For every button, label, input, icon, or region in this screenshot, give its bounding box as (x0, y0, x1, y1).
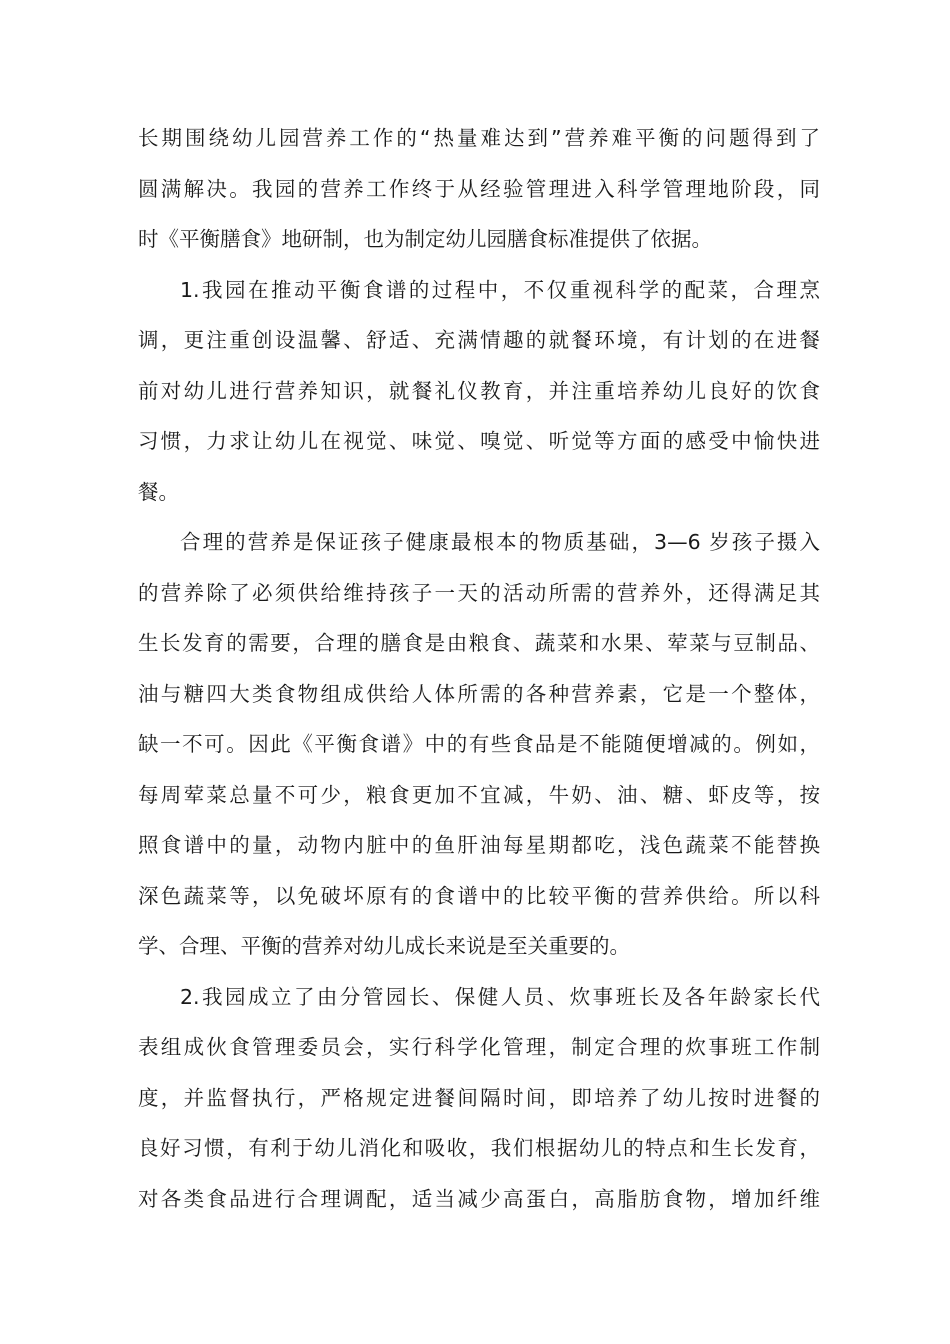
document-body (138, 113, 820, 1224)
text-line: 圆满解决。我园的营养工作终于从经验管理进入科学管理地阶段，同 (138, 176, 820, 201)
text-line: 习惯，力求让幼儿在视觉、味觉、嗅觉、听觉等方面的感受中愉快进 (138, 429, 820, 453)
text-line: 时《平衡膳食》地研制，也为制定幼儿园膳食标准提供了依据。 (138, 227, 712, 251)
text-line: 合理的营养是保证孩子健康最根本的物质基础，3—6 岁孩子摄入 (180, 530, 820, 554)
text-line: 良好习惯，有利于幼儿消化和吸收，我们根据幼儿的特点和生长发育， (138, 1136, 820, 1160)
text-line: 深色蔬菜等，以免破坏原有的食谱中的比较平衡的营养供给。所以科 (138, 883, 820, 908)
text-line: 每周荤菜总量不可少，粮食更加不宜减，牛奶、油、糖、虾皮等，按 (138, 782, 820, 807)
text-line: 学、合理、平衡的营养对幼儿成长来说是至关重要的。 (138, 934, 630, 958)
text-line: 长期围绕幼儿园营养工作的“热量难达到”营养难平衡的问题得到了 (138, 126, 820, 150)
text-line: 前对幼儿进行营养知识，就餐礼仪教育，并注重培养幼儿良好的饮食 (138, 378, 820, 403)
text-line: 2.我园成立了由分管园长、保健人员、炊事班长及各年龄家长代 (180, 984, 820, 1009)
text-line: 油与糖四大类食物组成供给人体所需的各种营养素，它是一个整体， (138, 681, 820, 706)
text-line: 表组成伙食管理委员会，实行科学化管理，制定合理的炊事班工作制 (138, 1035, 820, 1059)
paragraph-4 (138, 972, 820, 1225)
text-line: 缺一不可。因此《平衡食谱》中的有些食品是不能随便增减的。例如， (138, 732, 820, 756)
text-line: 对各类食品进行合理调配，适当减少高蛋白，高脂肪食物，增加纤维 (138, 1186, 820, 1211)
text-line: 1.我园在推动平衡食谱的过程中，不仅重视科学的配菜，合理烹 (180, 277, 820, 302)
text-line: 的营养除了必须供给维持孩子一天的活动所需的营养外，还得满足其 (138, 580, 820, 605)
text-line: 生长发育的需要，合理的膳食是由粮食、蔬菜和水果、荤菜与豆制品、 (138, 631, 820, 655)
text-line: 照食谱中的量，动物内脏中的鱼肝油每星期都吃，浅色蔬菜不能替换 (138, 833, 820, 857)
paragraph-3 (138, 517, 820, 972)
paragraph-1 (138, 113, 820, 265)
text-line: 调，更注重创设温馨、舒适、充满情趣的就餐环境，有计划的在进餐 (138, 328, 820, 352)
text-line: 餐。 (138, 479, 179, 504)
paragraph-2 (138, 265, 820, 518)
text-line: 度，并监督执行，严格规定进餐间隔时间，即培养了幼儿按时进餐的 (138, 1085, 820, 1110)
